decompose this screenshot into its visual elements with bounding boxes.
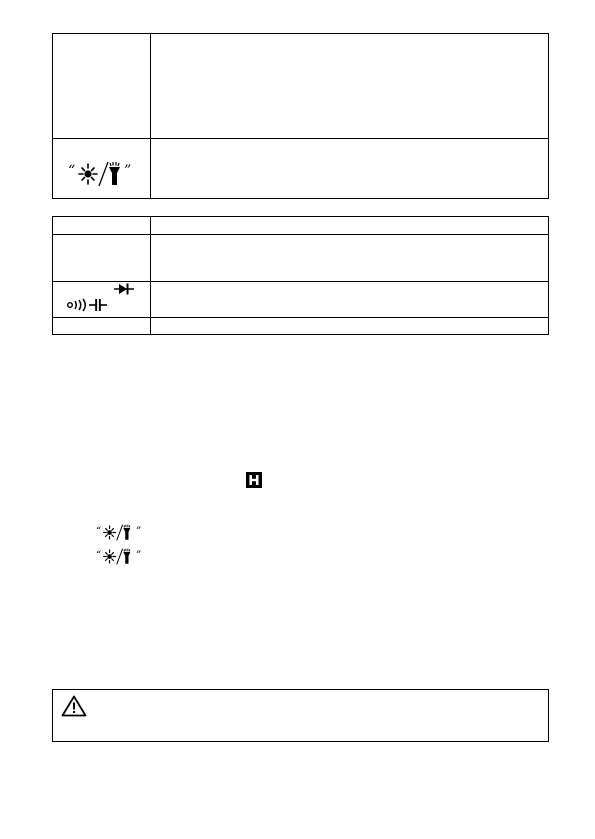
diode-icon bbox=[114, 283, 134, 295]
sun-flashlight-icon bbox=[103, 524, 137, 541]
quote-open: “ bbox=[68, 163, 76, 179]
table-2-border-top bbox=[52, 216, 549, 217]
table-2-row-divider-3 bbox=[52, 317, 549, 318]
sound-icon bbox=[67, 299, 89, 311]
table-1-border-bottom bbox=[52, 198, 549, 199]
sun-flashlight-icon bbox=[103, 548, 137, 565]
quote-open: “ bbox=[96, 526, 102, 537]
capacitor-icon bbox=[89, 299, 107, 311]
sun-flashlight-line-2 bbox=[96, 547, 144, 567]
quote-close: ” bbox=[136, 526, 142, 537]
warning-box bbox=[52, 689, 549, 742]
table-2-column-divider bbox=[150, 216, 151, 335]
table-1-column-divider bbox=[150, 33, 151, 199]
sun-flashlight-line-1 bbox=[96, 523, 144, 543]
warning-triangle-icon bbox=[61, 695, 87, 717]
table-1-row-divider bbox=[52, 138, 549, 139]
table-2-row-divider-2 bbox=[52, 281, 549, 282]
table-1-border-right bbox=[548, 33, 549, 199]
table-1-border-left bbox=[52, 33, 53, 199]
table-1-symbol-cell bbox=[68, 158, 138, 190]
table-2-row-divider-1 bbox=[52, 234, 549, 235]
hold-h-icon bbox=[246, 472, 262, 488]
quote-close: ” bbox=[124, 163, 132, 179]
table-1-border-top bbox=[52, 33, 549, 34]
quote-open: “ bbox=[96, 550, 102, 561]
table-2-border-right bbox=[548, 216, 549, 335]
sun-flashlight-icon bbox=[78, 161, 130, 187]
quote-close: ” bbox=[136, 550, 142, 561]
table-2-symbol-cell bbox=[64, 283, 148, 315]
table-2-border-bottom bbox=[52, 334, 549, 335]
table-2-border-left bbox=[52, 216, 53, 335]
